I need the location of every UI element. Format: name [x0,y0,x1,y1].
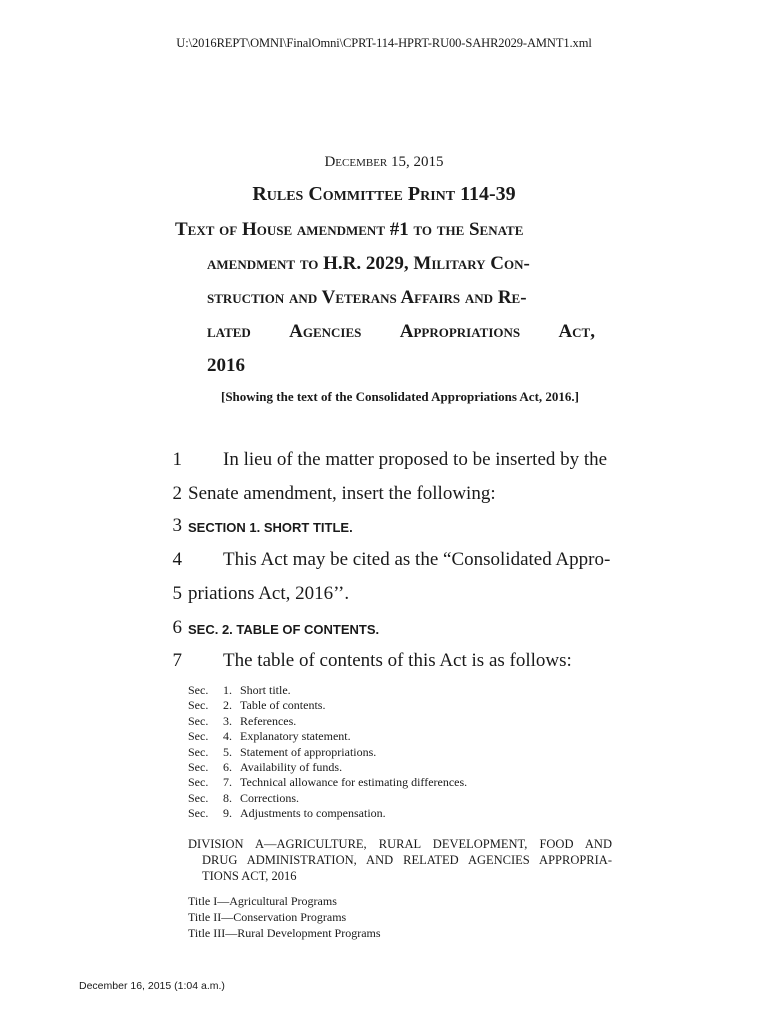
line-number: 3 [172,515,182,536]
toc-number: 1. [223,683,232,697]
title-word: lated [207,321,251,342]
title-word: Agencies [289,321,362,342]
section-heading: SECTION 1. SHORT TITLE. [188,520,353,535]
line-number: 7 [172,650,182,671]
toc-number: 6. [223,760,232,775]
toc-prefix: Sec. [188,744,209,759]
title-line-justified [175,320,595,354]
toc-number: 2. [223,698,232,713]
title-entry: Title II—Conservation Programs [188,910,347,924]
toc-text: Technical allowance for estimating differences. [240,775,468,790]
title-entry: Title III—Rural Development Programs [188,926,381,940]
toc-number: 5. [223,744,232,759]
title-line: amendment to H.R. 2029, Military Con- [207,253,530,274]
title-line: Text of House amendment #1 to the Senate [175,219,524,240]
line-number: 4 [172,549,182,570]
toc-text: References. [240,713,297,728]
body-line: In lieu of the matter proposed to be inserted by the [223,449,608,470]
toc-number: 4. [223,729,232,744]
toc-entry [188,698,467,713]
toc-prefix: Sec. [188,790,209,805]
toc-entry [188,791,467,806]
toc-prefix: Sec. [188,806,209,821]
line-number: 1 [172,449,182,470]
toc-entry [188,683,467,698]
division-line: TIONS ACT, 2016 [202,869,297,883]
title-word: Act, [558,321,595,342]
body-line: Senate amendment, insert the following: [188,483,496,504]
toc-text: Statement of appropriations. [240,744,377,759]
toc-text: Adjustments to compensation. [240,806,386,821]
title-line: struction and Veterans Affairs and Re- [207,287,527,308]
title-entry: Title I—Agricultural Programs [188,894,337,908]
toc-text: Table of contents. [240,698,326,713]
toc-prefix: Sec. [188,713,209,728]
body-line: This Act may be cited as the “Consolidated Appro- [223,549,611,570]
toc-prefix: Sec. [188,760,209,775]
division-heading [188,836,612,884]
body-line: priations Act, 2016’’. [188,583,350,604]
toc-number: 9. [223,806,232,821]
showing-note: [Showing the text of the Consolidated Appropriations Act, 2016.] [220,389,579,404]
toc-entry [188,775,467,790]
toc-text: Availability of funds. [240,760,343,775]
line-number: 2 [172,483,182,504]
toc-text: Short title. [240,683,291,697]
amendment-title [175,218,595,388]
body-line: The table of contents of this Act is as follows: [223,650,572,671]
print-title: Rules Committee Print 114-39 [252,183,516,205]
table-of-contents [188,683,467,822]
toc-entry [188,806,467,821]
toc-prefix: Sec. [188,775,209,790]
document-date: December 15, 2015 [324,154,444,170]
title-list [188,893,381,941]
toc-prefix: Sec. [188,698,209,713]
title-line: 2016 [207,355,245,376]
toc-text: Corrections. [240,790,299,805]
toc-number: 3. [223,713,232,728]
toc-text: Explanatory statement. [240,729,351,744]
toc-entry [188,760,467,775]
toc-entry [188,745,467,760]
toc-prefix: Sec. [188,683,209,697]
toc-prefix: Sec. [188,729,209,744]
toc-entry [188,729,467,744]
section-heading: SEC. 2. TABLE OF CONTENTS. [188,622,380,637]
line-number: 6 [172,617,182,638]
title-word: Appropriations [399,321,521,342]
division-line: DRUG ADMINISTRATION, AND RELATED AGENCIES APPROPRIA- [202,853,612,867]
toc-entry [188,714,467,729]
line-number: 5 [172,583,182,604]
footer-timestamp: December 16, 2015 (1:04 a.m.) [79,980,225,992]
toc-number: 8. [223,790,232,805]
division-line: DIVISION A—AGRICULTURE, RURAL DEVELOPMENT, FOOD AND [188,837,612,851]
file-path: U:\2016REPT\OMNI\FinalOmni\CPRT-114-HPRT-RU00-SAHR2029-AMNT1.xml [176,36,592,50]
toc-number: 7. [223,775,232,790]
